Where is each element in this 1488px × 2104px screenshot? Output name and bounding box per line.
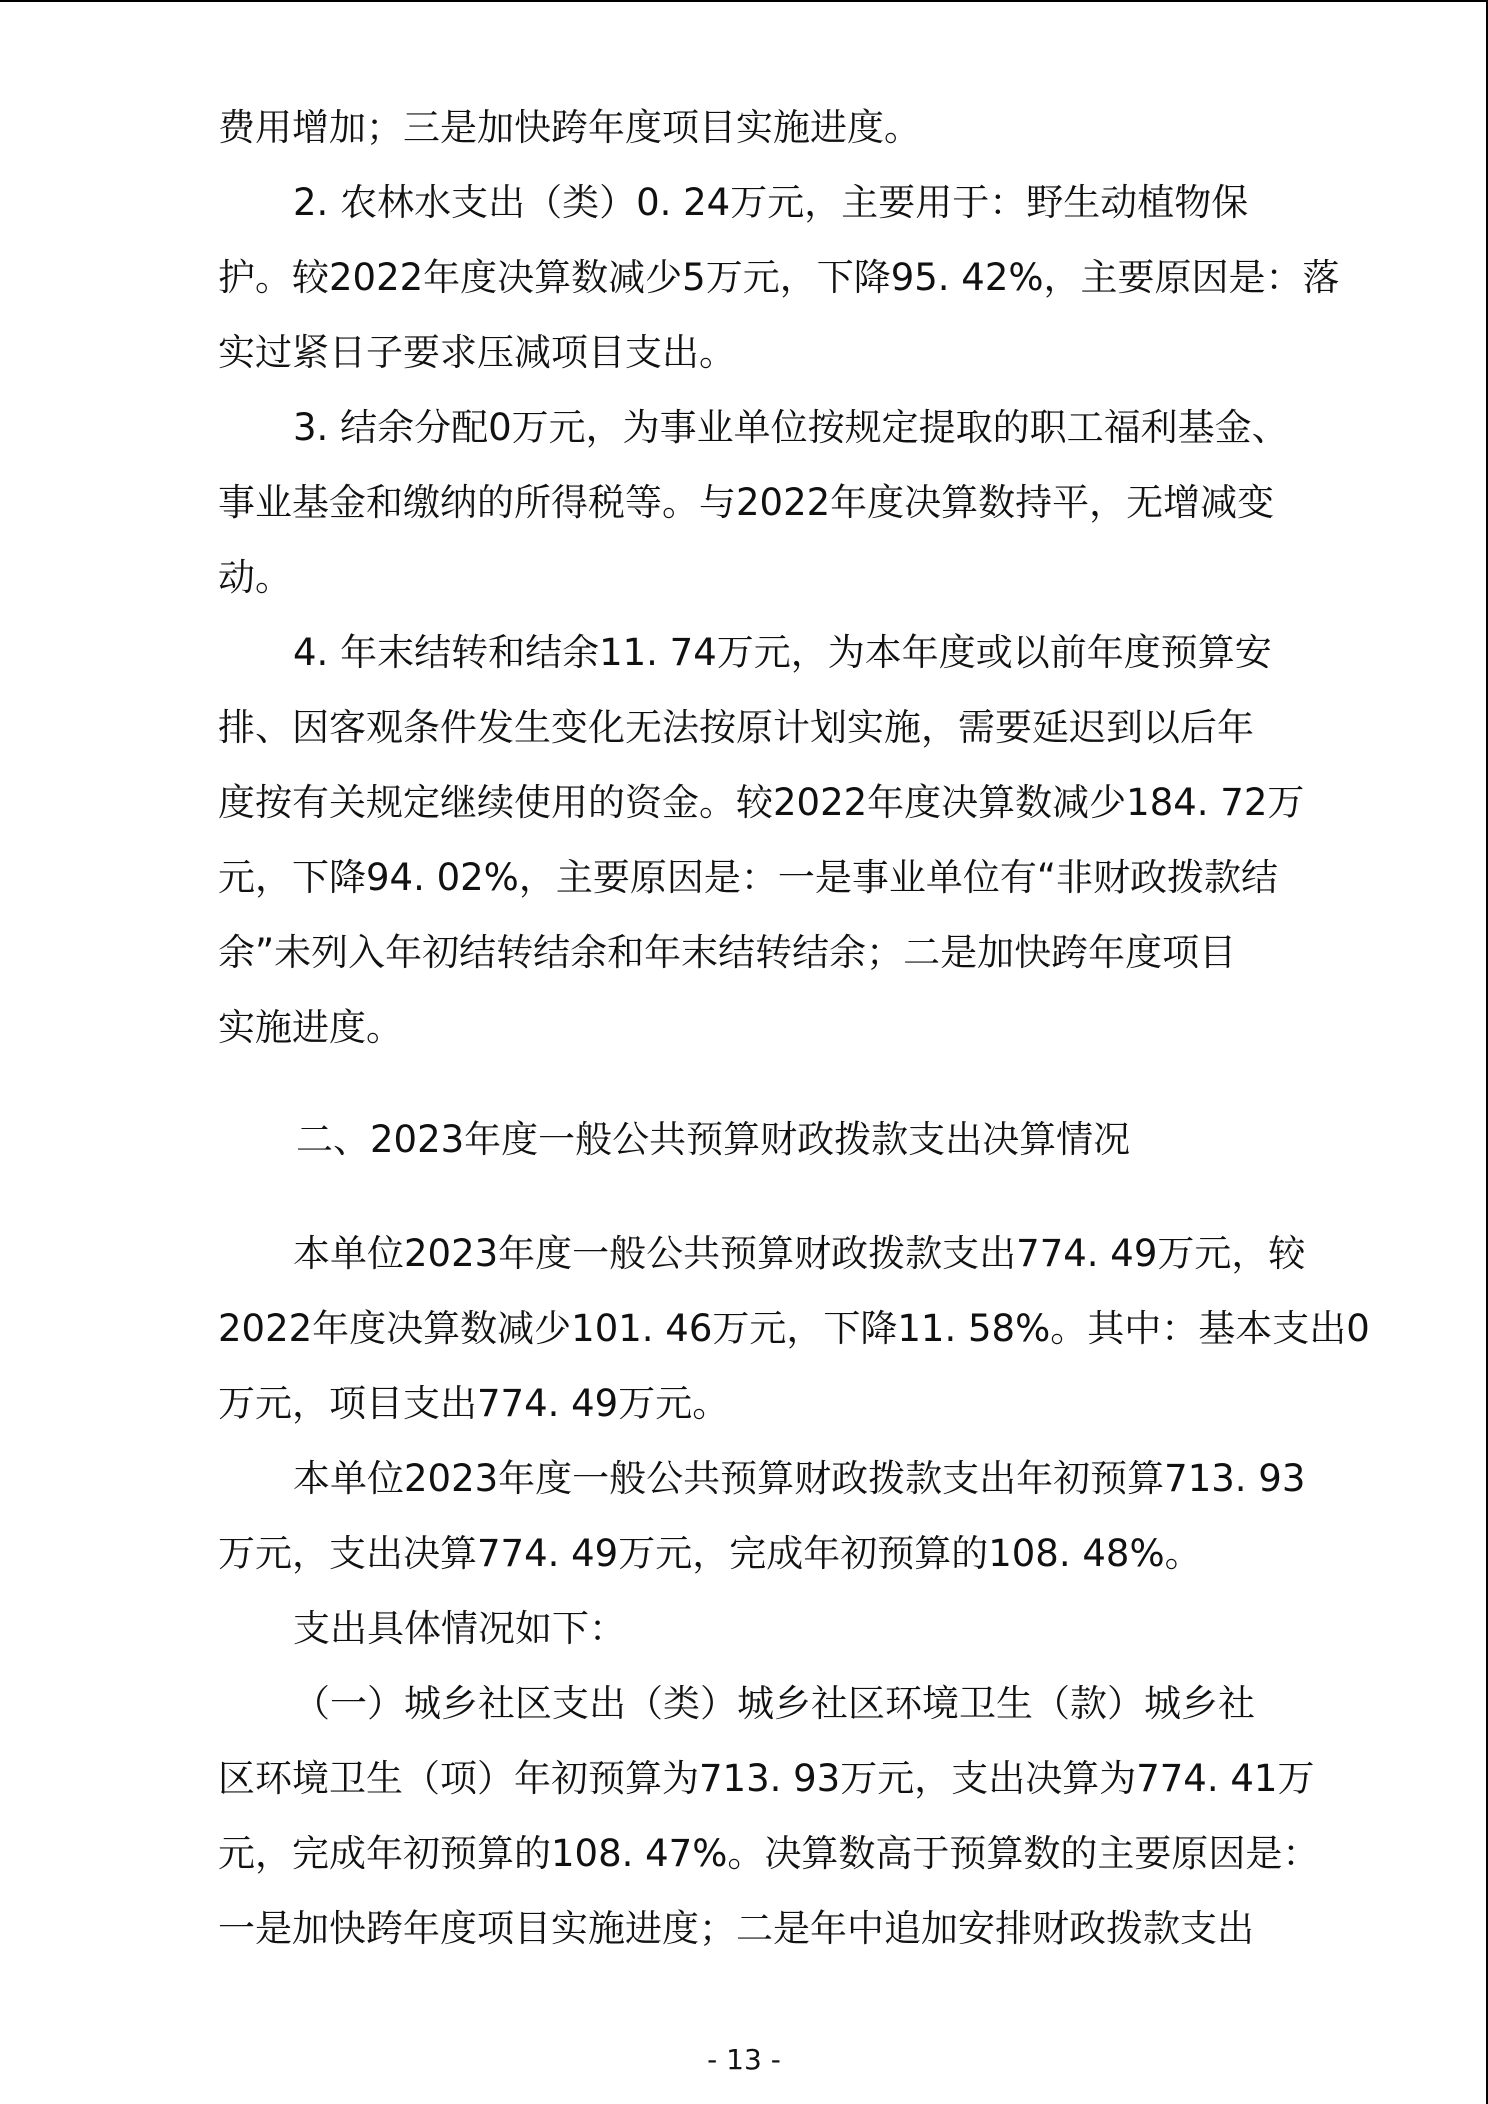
paragraph-line: 护。较2022年度决算数减少5万元，下降95. 42%，主要原因是：落 [218,256,1340,299]
paragraph-line: 事业基金和缴纳的所得税等。与2022年度决算数持平，无增减变 [218,481,1275,524]
page-number: - 13 - [707,2043,781,2076]
paragraph-line: 支出具体情况如下： [293,1607,626,1650]
paragraph-line: 排、因客观条件发生变化无法按原计划实施，需要延迟到以后年 [218,706,1254,749]
paragraph-line: 度按有关规定继续使用的资金。较2022年度决算数减少184. 72万 [218,781,1305,824]
paragraph-line: 一是加快跨年度项目实施进度；二是年中追加安排财政拨款支出 [218,1907,1254,1950]
paragraph-line: 区环境卫生（项）年初预算为713. 93万元，支出决算为774. 41万 [218,1757,1315,1800]
paragraph-line: 4. 年末结转和结余11. 74万元，为本年度或以前年度预算安 [293,631,1272,674]
paragraph-line: 本单位2023年度一般公共预算财政拨款支出774. 49万元，较 [293,1232,1306,1275]
paragraph-line: 动。 [218,556,292,599]
paragraph-line: 费用增加；三是加快跨年度项目实施进度。 [218,106,921,149]
paragraph-line: （一）城乡社区支出（类）城乡社区环境卫生（款）城乡社 [293,1682,1255,1725]
paragraph-line: 余”未列入年初结转结余和年末结转结余；二是加快跨年度项目 [218,931,1237,974]
paragraph-line: 2. 农林水支出（类）0. 24万元，主要用于：野生动植物保 [293,181,1249,224]
paragraph-line: 3. 结余分配0万元，为事业单位按规定提取的职工福利基金、 [293,406,1289,449]
paragraph-line: 万元，支出决算774. 49万元，完成年初预算的108. 48%。 [218,1532,1202,1575]
paragraph-line: 实施进度。 [218,1006,403,1049]
paragraph-line: 元，下降94. 02%，主要原因是：一是事业单位有“非财政拨款结 [218,856,1279,899]
paragraph-line: 2022年度决算数减少101. 46万元，下降11. 58%。其中：基本支出0 [218,1307,1370,1350]
section-heading: 二、2023年度一般公共预算财政拨款支出决算情况 [296,1118,1131,1161]
paragraph-line: 实过紧日子要求压减项目支出。 [218,331,736,374]
paragraph-line: 本单位2023年度一般公共预算财政拨款支出年初预算713. 93 [293,1457,1306,1500]
paragraph-line: 万元，项目支出774. 49万元。 [218,1382,730,1425]
paragraph-line: 元，完成年初预算的108. 47%。决算数高于预算数的主要原因是： [218,1832,1320,1875]
